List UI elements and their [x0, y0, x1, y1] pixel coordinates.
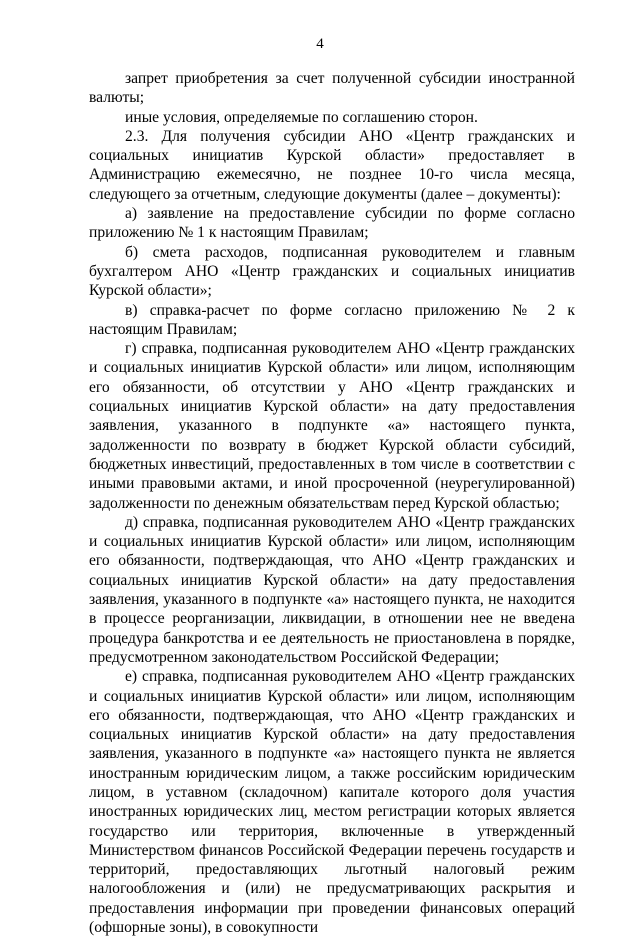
paragraph-item-d: д) справка, подписанная руководителем АНО «Центр гражданских и социальных инициатив Курской области» или лицом, исполняющим его обязанности, подтверждающая, что АНО «Центр гражданских и социальных инициатив Курской области» на дату предоставления заявления, указанного в подпункте «а» настоящего пункта, не находится в процессе реорганизации, ликвидации, в отношении нее не введена процедура банкротства и ее деятельность не приостановлена в порядке, предусмотренном законодательством Российской Федерации;: [89, 513, 575, 666]
paragraph-2-3: 2.3. Для получения субсидии АНО «Центр гражданских и социальных инициатив Курской области» предоставляет в Администрацию ежемесячно, не позднее 10-го числа месяца, следующего за отчетным, следующие документы (далее – документы):: [89, 127, 575, 203]
document-body: [89, 69, 575, 937]
paragraph-item-e: е) справка, подписанная руководителем АНО «Центр гражданских и социальных инициатив Курской области» или лицом, исполняющим его обязанности, подтверждающая, что АНО «Центр гражданских и социальных инициатив Курской области» на дату предоставления заявления, указанного в подпункте «а» настоящего пункта не является иностранным юридическим лицом, а также российским юридическим лицом, в уставном (складочном) капитале которого доля участия иностранных юридических лиц, местом регистрации которых является государство или территория, включенные в утвержденный Министерством финансов Российской Федерации перечень государств и территорий, предоставляющих льготный налоговый режим налогообложения и (или) не предусматривающих раскрытия и предоставления информации при проведении финансовых операций (офшорные зоны), в совокупности: [89, 668, 575, 937]
paragraph-currency-ban: запрет приобретения за счет полученной субсидии иностранной валюты;: [89, 70, 575, 107]
paragraph-item-v: в) справка-расчет по форме согласно приложению № 2 к настоящим Правилам;: [89, 301, 575, 338]
paragraph-item-b: б) смета расходов, подписанная руководителем и главным бухгалтером АНО «Центр гражданских и социальных инициатив Курской области»;: [89, 243, 575, 300]
paragraph-other-conditions: иные условия, определяемые по соглашению сторон.: [125, 108, 478, 126]
page-number: 4: [316, 36, 324, 52]
paragraph-item-g: г) справка, подписанная руководителем АНО «Центр гражданских и социальных инициатив Курской области» или лицом, исполняющим его обязанности, об отсутствии у АНО «Центр гражданских и социальных инициатив Курской области» на дату предоставления заявления, указанного в подпункте «а» настоящего пункта, задолженности по возврату в бюджет Курской области субсидий, бюджетных инвестиций, предоставленных в том числе в соответствии с иными правовыми актами, и иной просроченной (неурегулированной) задолженности по денежным обязательствам перед Курской областью;: [89, 340, 575, 512]
paragraph-item-a: а) заявление на предоставление субсидии по форме согласно приложению № 1 к настоящим Правилам;: [89, 205, 575, 242]
